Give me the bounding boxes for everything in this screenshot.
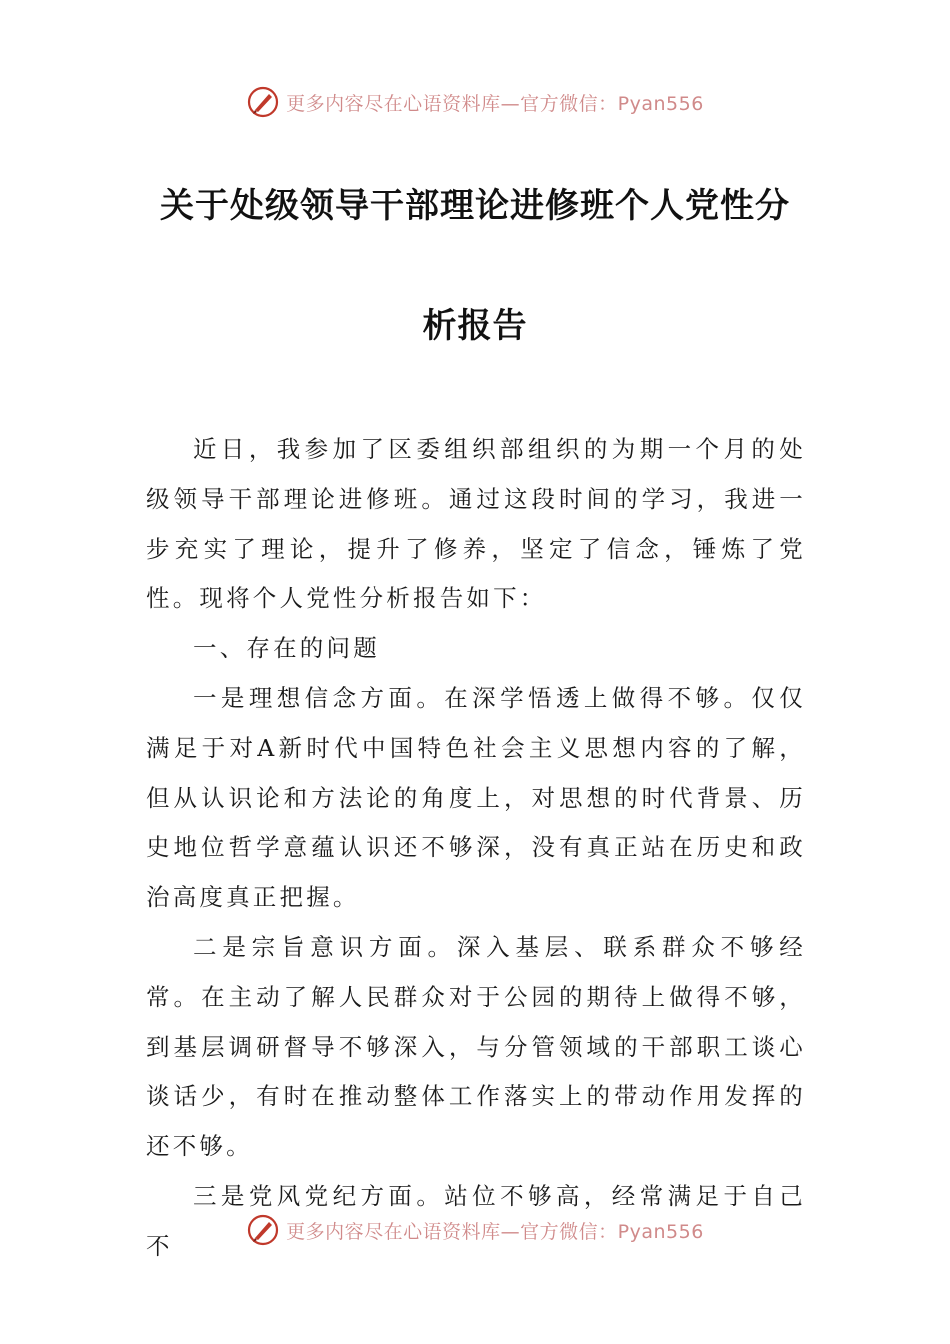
paragraph-ideals: 一是理想信念方面。在深学悟透上做得不够。仅仅满足于对A新时代中国特色社会主义思想内容的了解，但从认识论和方法论的角度上，对思想的时代背景、历史地位哲学意蕴认识还不够深，没有真正站在历史和政治高度真正把握。 bbox=[146, 683, 806, 912]
paragraph-intro: 近日，我参加了区委组织部组织的为期一个月的处级领导干部理论进修班。通过这段时间的学习，我进一步充实了理论，提升了修养，坚定了信念，锤炼了党性。现将个人党性分析报告如下： bbox=[146, 435, 806, 613]
pen-logo-icon bbox=[246, 1213, 280, 1247]
document-body bbox=[146, 425, 806, 1272]
paragraph-discipline: 三是党风党纪方面。站位不够高，经常满足于自己不 bbox=[146, 1181, 806, 1260]
watermark-banner-bottom bbox=[0, 1210, 950, 1250]
pen-logo-icon bbox=[246, 85, 280, 119]
section-heading: 一、存在的问题 bbox=[193, 634, 380, 663]
watermark-text: 更多内容尽在心语资料库—官方微信：Pyan556 bbox=[286, 1220, 704, 1243]
paragraph-purpose: 二是宗旨意识方面。深入基层、联系群众不够经常。在主动了解人民群众对于公园的期待上做得不够，到基层调研督导不够深入，与分管领域的干部职工谈心谈话少，有时在推动整体工作落实上的带动作用发挥的还不够。 bbox=[146, 932, 806, 1161]
document-title-line-2: 析报告 bbox=[422, 306, 528, 346]
watermark-banner-top bbox=[0, 82, 950, 122]
document-title-line-1: 关于处级领导干部理论进修班个人党性分 bbox=[160, 186, 790, 226]
watermark-text: 更多内容尽在心语资料库—官方微信：Pyan556 bbox=[286, 92, 704, 115]
